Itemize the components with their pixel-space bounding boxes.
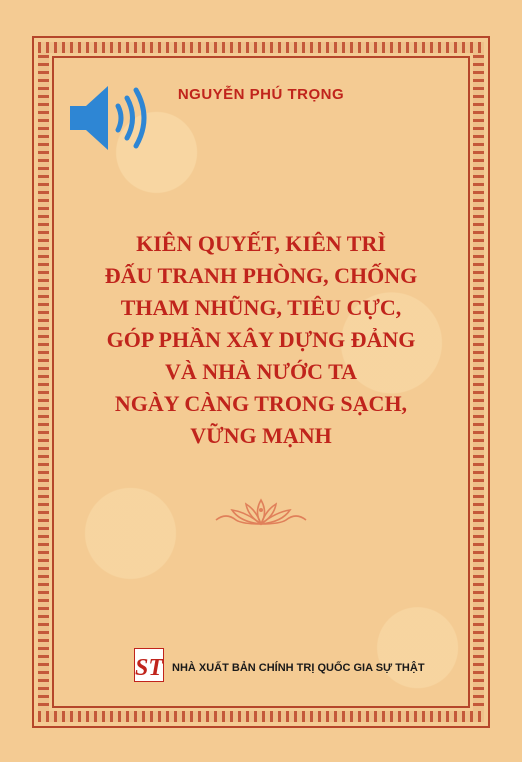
title-line: VÀ NHÀ NƯỚC TA: [164, 359, 358, 384]
title-line: THAM NHŨNG, TIÊU CỰC,: [120, 295, 402, 320]
st-logo: [134, 648, 164, 682]
title-line: ĐẤU TRANH PHÒNG, CHỐNG: [104, 263, 418, 288]
title-line: KIÊN QUYẾT, KIÊN TRÌ: [136, 231, 386, 256]
title-line: VỮNG MẠNH: [190, 423, 332, 448]
publisher-name: NHÀ XUẤT BẢN CHÍNH TRỊ QUỐC GIA SỰ THẬT: [172, 662, 425, 674]
title-line: NGÀY CÀNG TRONG SẠCH,: [114, 391, 408, 416]
book-title: [60, 228, 462, 452]
publisher-block: [134, 648, 434, 684]
st-logo-text: ST: [134, 655, 164, 681]
title-line: GÓP PHẦN XÂY DỰNG ĐẢNG: [106, 327, 416, 352]
author-name: NGUYỄN PHÚ TRỌNG: [177, 86, 345, 103]
lotus-ornament: [212, 496, 310, 528]
